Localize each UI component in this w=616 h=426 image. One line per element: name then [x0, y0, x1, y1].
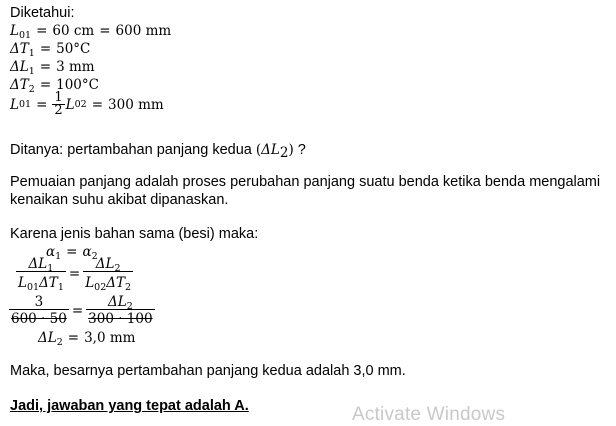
- result-equation: $\Delta L_2 = 3,0$ mm: [38, 330, 136, 348]
- cancelled-denominator-right: 300 · 100: [88, 311, 153, 327]
- given-l01: $L_{01} = 60$ cm = 600 mm: [10, 23, 172, 41]
- final-answer: Jadi, jawaban yang tepat adalah A.: [10, 398, 249, 414]
- l01-symbol: L: [10, 23, 19, 39]
- given-dt2: $\Delta T_2 = 100^\circ C$: [10, 77, 99, 95]
- numeric-fraction-right: $\frac{\Delta L_2}{300 \cdot 100}$: [88, 294, 153, 327]
- given-heading: Diketahui:: [10, 5, 75, 21]
- ratio-fraction-left: $\frac{\Delta L_1}{L_{01}\Delta T_1}$: [18, 256, 64, 293]
- question: Ditanya: pertambahan panjang kedua $(\Delta L_2)$ ?: [10, 142, 306, 161]
- activate-windows-watermark: Activate Windows: [352, 404, 506, 425]
- explanation-line-1: Pemuaian panjang adalah proses perubahan panjang suatu benda ketika benda mengalami: [10, 174, 601, 190]
- numeric-equation: $\frac{3}{600 \cdot 50}$ = $\frac{\Delta L_2}{300 \cdot 100}$: [11, 294, 153, 327]
- given-l02: L 01 = $\frac{1}{2}$ L 02 = 300 mm: [10, 90, 164, 118]
- ratio-fraction-right: $\frac{\Delta L_2}{L_{02}\Delta T_2}$: [85, 256, 132, 293]
- explanation-line-2: kenaikan suhu akibat dipanaskan.: [10, 192, 229, 208]
- numeric-fraction-left: $\frac{3}{600 \cdot 50}$: [11, 294, 67, 327]
- given-dt1: $\Delta T_1 = 50^\circ C$: [10, 41, 91, 59]
- ratio-equation: $\frac{\Delta L_1}{L_{01}\Delta T_1}$ = $\frac{\Delta L_2}{L_{02}\Delta T_2}$: [18, 256, 132, 293]
- cancelled-denominator-left: 600 · 50: [11, 311, 67, 327]
- derivation-intro: Karena jenis bahan sama (besi) maka:: [10, 226, 259, 242]
- given-dl1: $\Delta L_1 = 3$ mm: [10, 59, 95, 77]
- alpha-equation: $\alpha_1 = \alpha_2$: [46, 244, 98, 262]
- conclusion: Maka, besarnya pertambahan panjang kedua adalah 3,0 mm.: [10, 363, 406, 379]
- half-fraction: $\frac{1}{2}$: [54, 90, 63, 118]
